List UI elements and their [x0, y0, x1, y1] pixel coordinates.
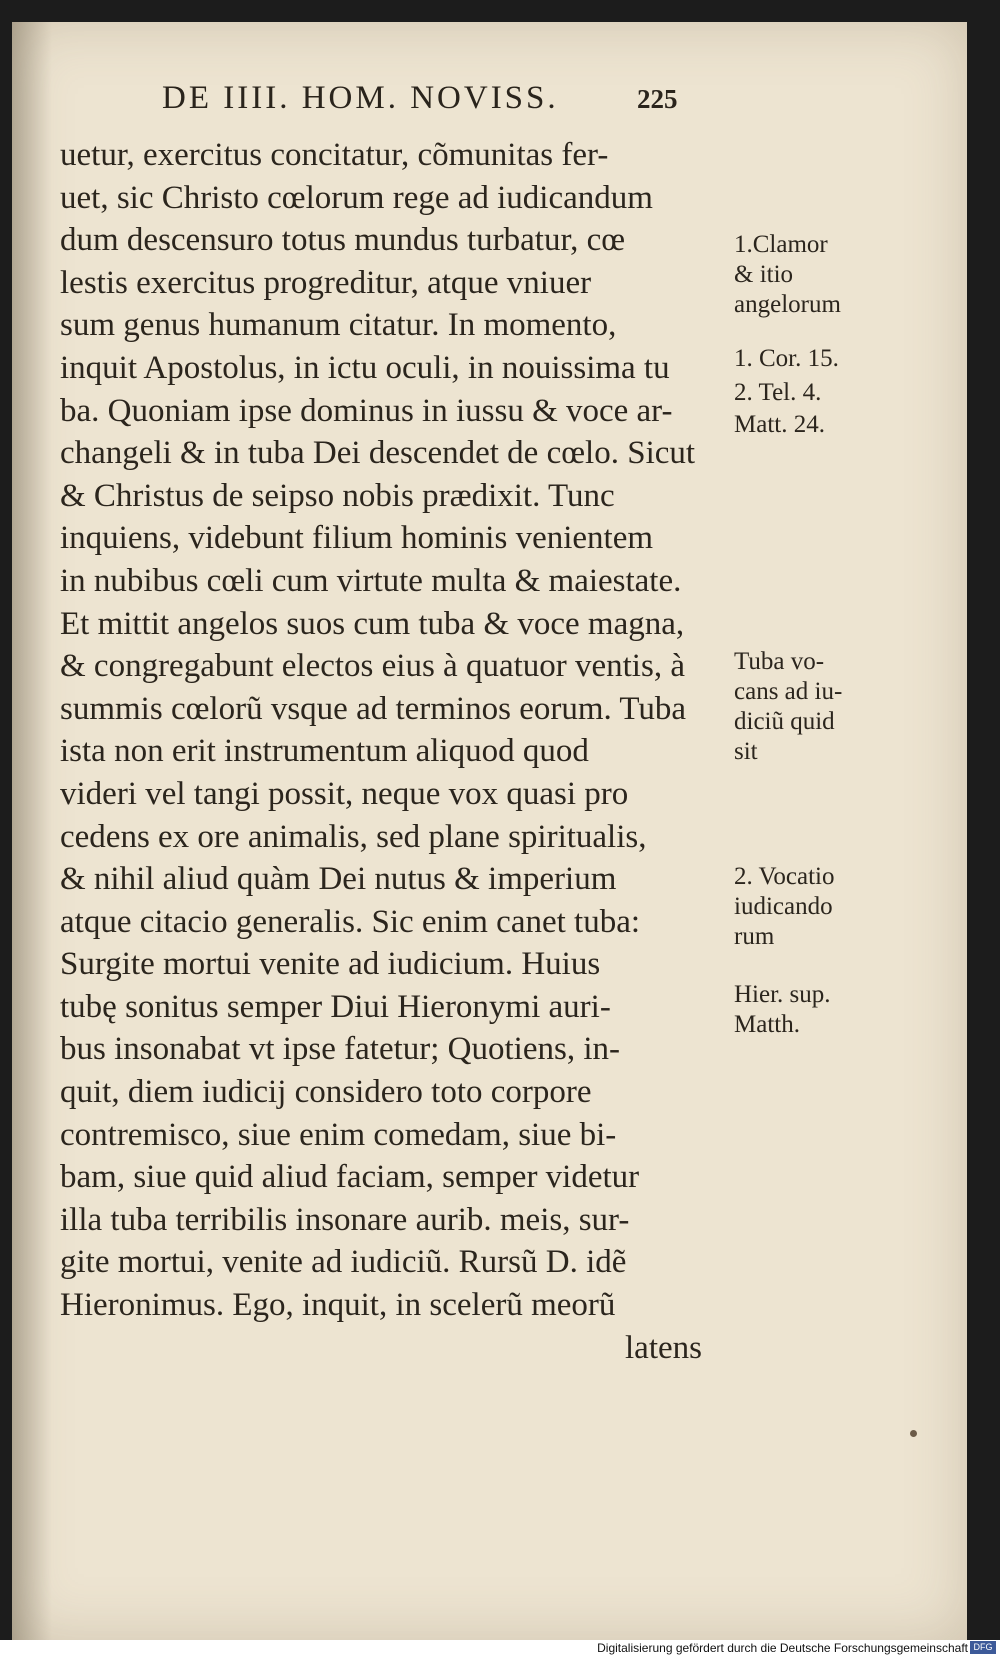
body-line: & nihil aliud quàm Dei nutus & imperium — [60, 861, 617, 898]
body-line: dum descensuro totus mundus turbatur, cœ — [60, 222, 626, 259]
body-line: changeli & in tuba Dei descendet de cœlo. Sicut — [60, 435, 696, 472]
body-line: cedens ex ore animalis, sed plane spiritualis, — [60, 818, 647, 855]
body-line: uetur, exercitus concitatur, cõmunitas fer- — [60, 137, 609, 173]
page-number: 225 — [637, 84, 678, 114]
body-line: quit, diem iudicij considero toto corpore — [60, 1074, 592, 1111]
body-line: Hieronimus. Ego, inquit, in scelerũ meorũ — [60, 1287, 616, 1324]
body-line: sum genus humanum citatur. In momento, — [60, 307, 617, 344]
margin-note: 1. Cor. 15. — [734, 345, 839, 372]
margin-note: 1.Clamor & itio angelorum — [734, 231, 841, 318]
body-line: bam, siue quid aliud faciam, semper videtur — [60, 1159, 640, 1196]
body-line: ba. Quoniam ipse dominus in iussu & voce ar- — [60, 392, 673, 429]
body-line: summis cœlorũ vsque ad terminos eorum. Tuba — [60, 690, 687, 727]
margin-note: Tuba vo- cans ad iu- diciũ quid sit — [734, 648, 843, 765]
running-head: DE IIII. HOM. NOVISS. — [162, 80, 559, 116]
body-line: contremisco, siue enim comedam, siue bi- — [60, 1116, 617, 1153]
margin-note: Matt. 24. — [734, 411, 825, 438]
body-line: & congregabunt electos eius à quatuor ventis, à — [60, 648, 685, 685]
body-line: bus insonabat vt ipse fatetur; Quotiens, in- — [60, 1031, 620, 1068]
body-line: lestis exercitus progreditur, atque vniuer — [60, 264, 592, 301]
body-line: & Christus de seipso nobis prædixit. Tunc — [60, 477, 615, 514]
body-line: in nubibus cœli cum virtute multa & maiestate. — [60, 562, 682, 599]
body-line: tubę sonitus semper Diui Hieronymi auri- — [60, 988, 611, 1025]
dfg-logo: DFG — [970, 1641, 996, 1654]
gutter-shadow — [12, 22, 52, 1640]
body-line: atque citacio generalis. Sic enim canet tuba: — [60, 903, 641, 940]
body-line: gite mortui, venite ad iudiciũ. Rursũ D. idẽ — [60, 1244, 627, 1281]
body-line: ista non erit instrumentum aliquod quod — [60, 733, 589, 770]
body-line: inquiens, videbunt filium hominis venientem — [60, 520, 654, 557]
margin-note: 2. Tel. 4. — [734, 379, 822, 406]
body-line: illa tuba terribilis insonare aurib. meis, sur- — [60, 1201, 630, 1238]
body-line: Et mittit angelos suos cum tuba & voce magna, — [60, 605, 685, 642]
body-line: inquit Apostolus, in ictu oculi, in nouissima tu — [60, 349, 670, 386]
paper-spot — [910, 1430, 917, 1437]
body-line: uet, sic Christo cœlorum rege ad iudicandum — [60, 179, 653, 216]
margin-note: Hier. sup. Matth. — [734, 981, 831, 1038]
body-line: Surgite mortui venite ad iudicium. Huius — [60, 946, 601, 983]
margin-note: 2. Vocatio iudicando rum — [734, 863, 835, 950]
footer-credit: Digitalisierung gefördert durch die Deutsche Forschungsgemeinschaft — [597, 1641, 968, 1655]
catchword: latens — [625, 1329, 702, 1366]
book-page — [12, 22, 967, 1640]
body-line: videri vel tangi possit, neque vox quasi pro — [60, 775, 629, 812]
body-text — [60, 134, 740, 1369]
